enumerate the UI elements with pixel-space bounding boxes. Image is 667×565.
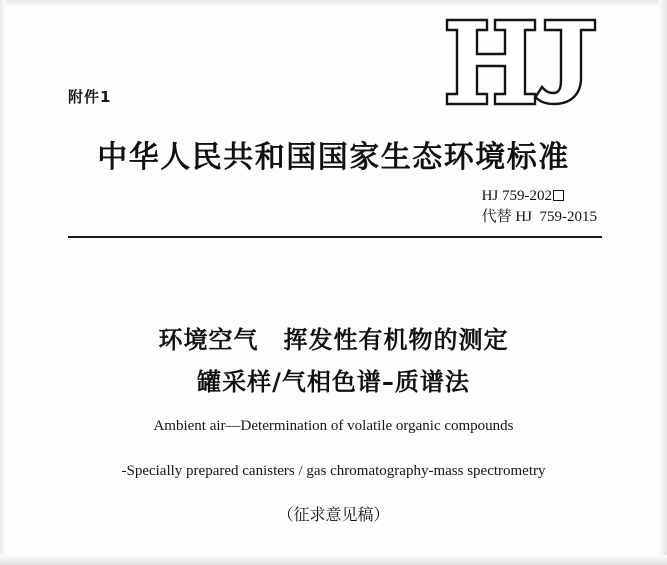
standard-replaces-line: 代替 HJ 759-2015 — [481, 209, 597, 225]
scan-edge-bottom — [0, 555, 667, 565]
draft-notice: （征求意见稿） — [277, 505, 390, 524]
standard-number — [482, 186, 597, 207]
document-title-en-line1: Ambient air—Determination of volatile organic compounds — [153, 418, 514, 434]
scan-edge-left — [0, 0, 6, 565]
attachment-label: 附件1 — [68, 88, 112, 106]
standard-authority-title: 中华人民共和国国家生态环境标准 — [97, 140, 570, 175]
scan-edge-top — [0, 0, 667, 6]
empty-box-glyph — [553, 190, 564, 201]
document-title-en-line2: -Specially prepared canisters / gas chromatography-mass spectrometry — [121, 463, 546, 479]
header-divider — [68, 236, 602, 238]
document-title-cn-line1: 环境空气 挥发性有机物的测定 — [158, 326, 509, 354]
standard-number-text: HJ 759-202 — [481, 188, 552, 204]
scan-edge-right — [659, 0, 667, 565]
standard-number-block — [482, 186, 597, 228]
hj-logo-icon — [441, 16, 601, 108]
document-title-cn-line2: 罐采样/气相色谱–质谱法 — [197, 368, 470, 396]
